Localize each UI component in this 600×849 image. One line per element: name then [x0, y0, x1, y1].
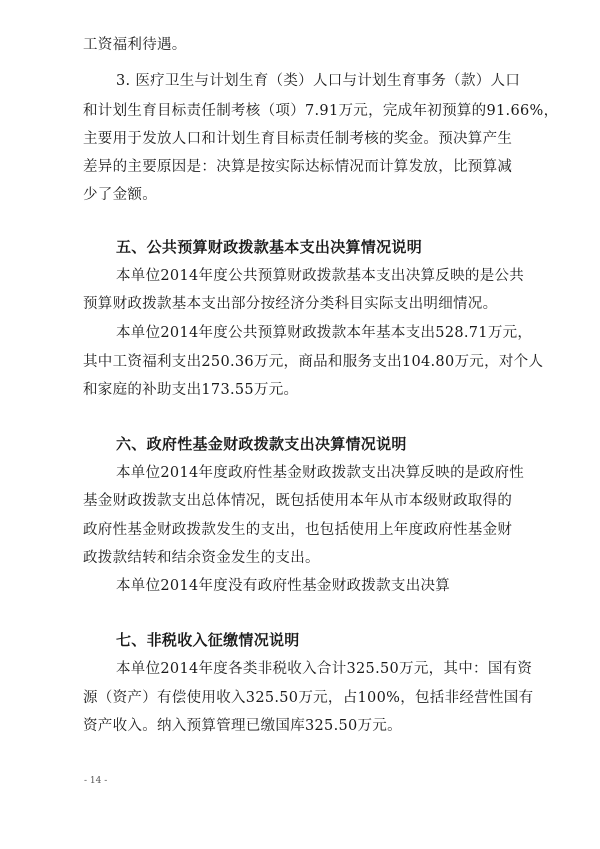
paragraph-line: 基金财政拨款支出总体情况，既包括使用本年从市本级财政取得的: [83, 493, 513, 509]
section-heading-7: 七、非税收入征缴情况说明: [116, 631, 300, 649]
paragraph-line: 资产收入。纳入预算管理已缴国库325.50万元。: [83, 718, 402, 734]
paragraph-line: 政府性基金财政拨款发生的支出，也包括使用上年度政府性基金财: [83, 522, 513, 538]
paragraph-line: 政拨款结转和结余资金发生的支出。: [83, 550, 320, 566]
paragraph-line: 工资福利待遇。: [83, 37, 187, 53]
paragraph-line: 本单位2014年度公共预算财政拨款基本支出决算反映的是公共: [116, 268, 525, 284]
paragraph-line: 源（资产）有偿使用收入325.50万元，占100%，包括非经营性国有: [83, 690, 534, 706]
paragraph-line: 本单位2014年度各类非税收入合计325.50万元，其中：国有资: [116, 661, 533, 677]
section-heading-5: 五、公共预算财政拨款基本支出决算情况说明: [116, 238, 423, 256]
paragraph-line: 本单位2014年度公共预算财政拨款本年基本支出528.71万元，: [116, 325, 533, 341]
paragraph-line: 其中工资福利支出250.36万元，商品和服务支出104.80万元，对个人: [83, 354, 544, 370]
paragraph-line: 差异的主要原因是：决算是按实际达标情况而计算发放，比预算减: [83, 159, 513, 175]
paragraph-line: 少了金额。: [83, 187, 157, 203]
paragraph-line: 和家庭的补助支出173.55万元。: [83, 382, 299, 398]
paragraph-line: 和计划生育目标责任制考核（项）7.91万元，完成年初预算的91.66%，: [83, 103, 559, 119]
paragraph-line: 3. 医疗卫生与计划生育（类）人口与计划生育事务（款）人口: [116, 73, 521, 89]
section-heading-6: 六、政府性基金财政拨款支出决算情况说明: [116, 435, 407, 453]
paragraph-line: 预算财政拨款基本支出部分按经济分类科目实际支出明细情况。: [83, 296, 498, 312]
paragraph-line: 本单位2014年度没有政府性基金财政拨款支出决算: [116, 578, 451, 594]
page-number: - 14 -: [84, 776, 108, 786]
paragraph-line: 主要用于发放人口和计划生育目标责任制考核的奖金。预决算产生: [83, 131, 513, 147]
paragraph-line: 本单位2014年度政府性基金财政拨款支出决算反映的是政府性: [116, 465, 525, 481]
